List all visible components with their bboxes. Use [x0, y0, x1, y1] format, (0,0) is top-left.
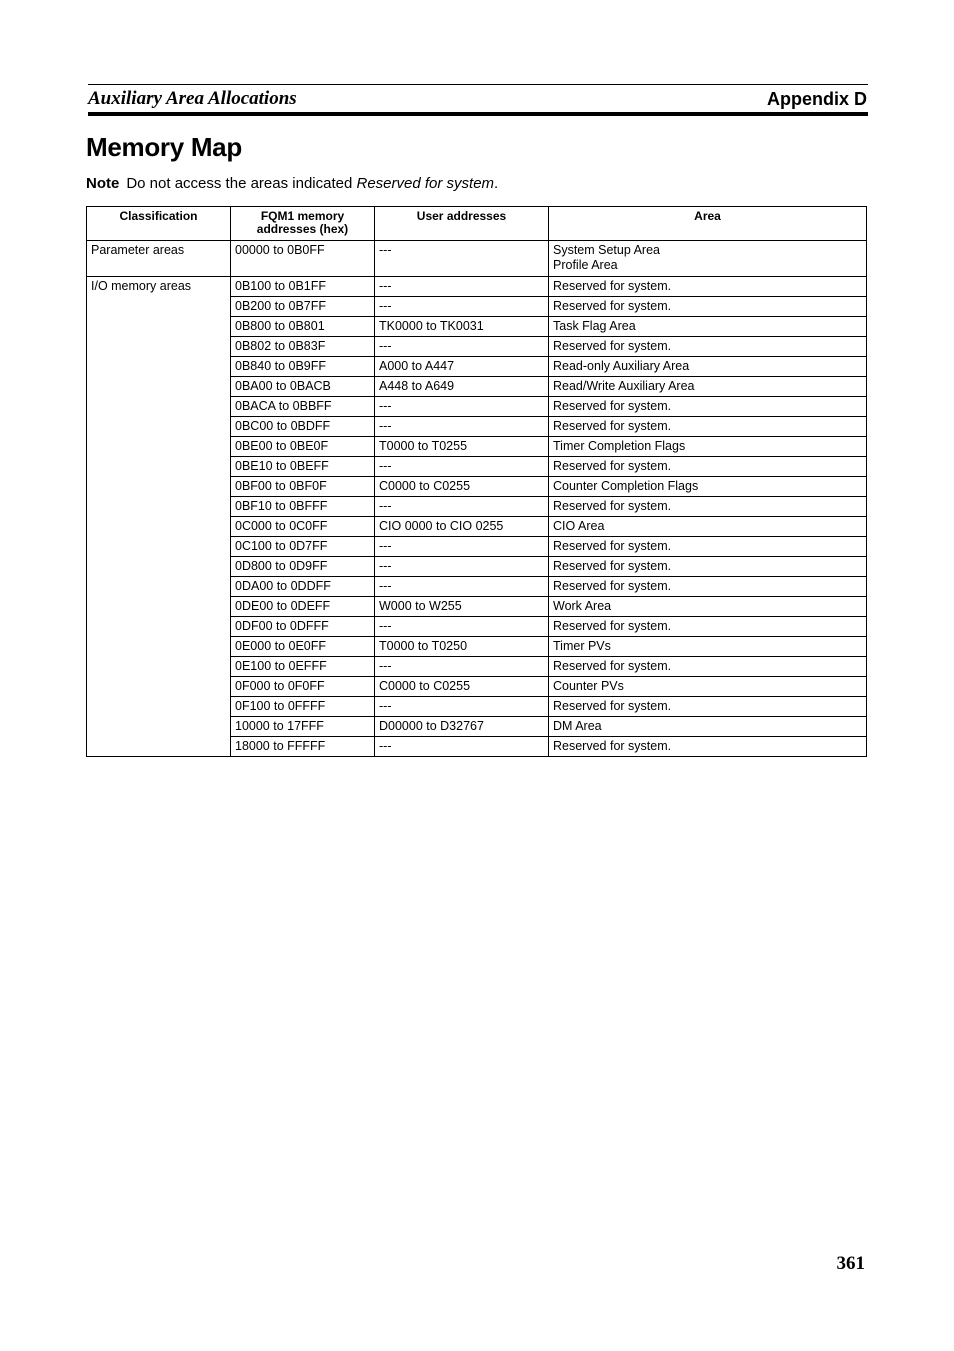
table-header-row [87, 207, 867, 241]
cell-area: Timer PVs [549, 637, 867, 657]
cell-user-address: --- [375, 737, 549, 757]
cell-address: 18000 to FFFFF [231, 737, 375, 757]
cell-user-address: --- [375, 417, 549, 437]
cell-user-address: --- [375, 337, 549, 357]
cell-area: Reserved for system. [549, 337, 867, 357]
cell-area: Reserved for system. [549, 537, 867, 557]
area-line-2: Profile Area [553, 258, 618, 272]
note [86, 175, 498, 192]
cell-area [549, 241, 867, 277]
header-fqm1-line2: addresses (hex) [256, 222, 349, 236]
cell-user-address: C0000 to C0255 [375, 677, 549, 697]
cell-address: 00000 to 0B0FF [231, 241, 375, 277]
table-row-parameter [87, 241, 867, 277]
cell-user-address: --- [375, 657, 549, 677]
cell-area: Reserved for system. [549, 457, 867, 477]
cell-user-address: --- [375, 277, 549, 297]
cell-address: 0B200 to 0B7FF [231, 297, 375, 317]
header-rule-bottom [88, 112, 868, 116]
note-label: Note [86, 175, 120, 192]
cell-area: Reserved for system. [549, 577, 867, 597]
header-user-addresses: User addresses [375, 207, 549, 241]
cell-address: 0E100 to 0EFFF [231, 657, 375, 677]
cell-address: 0C000 to 0C0FF [231, 517, 375, 537]
cell-address: 0B800 to 0B801 [231, 317, 375, 337]
cell-area: CIO Area [549, 517, 867, 537]
note-text-end: . [494, 175, 499, 192]
header-fqm1-addresses [231, 207, 375, 241]
cell-area: Timer Completion Flags [549, 437, 867, 457]
appendix-label: Appendix D [766, 89, 867, 109]
header-classification: Classification [87, 207, 231, 241]
cell-area: Reserved for system. [549, 497, 867, 517]
cell-area: Read-only Auxiliary Area [549, 357, 867, 377]
cell-user-address: --- [375, 457, 549, 477]
cell-address: 0B802 to 0B83F [231, 337, 375, 357]
cell-address: 0BC00 to 0BDFF [231, 417, 375, 437]
header-fqm1-line1: FQM1 memory [260, 209, 345, 223]
cell-classification: I/O memory areas [87, 277, 231, 757]
cell-address: 0F000 to 0F0FF [231, 677, 375, 697]
cell-user-address: T0000 to T0255 [375, 437, 549, 457]
cell-area: Reserved for system. [549, 557, 867, 577]
cell-address: 0DF00 to 0DFFF [231, 617, 375, 637]
cell-user-address: --- [375, 697, 549, 717]
cell-area: Counter Completion Flags [549, 477, 867, 497]
cell-user-address: --- [375, 241, 549, 277]
cell-address: 0BACA to 0BBFF [231, 397, 375, 417]
cell-address: 0BE10 to 0BEFF [231, 457, 375, 477]
cell-area: Counter PVs [549, 677, 867, 697]
cell-area: Reserved for system. [549, 417, 867, 437]
cell-address: 0B840 to 0B9FF [231, 357, 375, 377]
section-title: Auxiliary Area Allocations [88, 88, 297, 109]
cell-area: Reserved for system. [549, 617, 867, 637]
cell-user-address: --- [375, 537, 549, 557]
cell-address: 0F100 to 0FFFF [231, 697, 375, 717]
table-row [87, 277, 867, 297]
cell-area: Reserved for system. [549, 737, 867, 757]
cell-address: 0C100 to 0D7FF [231, 537, 375, 557]
cell-address: 0DE00 to 0DEFF [231, 597, 375, 617]
cell-user-address: A000 to A447 [375, 357, 549, 377]
cell-address: 0D800 to 0D9FF [231, 557, 375, 577]
cell-address: 0BF00 to 0BF0F [231, 477, 375, 497]
page-number: 361 [836, 1253, 865, 1274]
cell-user-address: --- [375, 557, 549, 577]
cell-user-address: A448 to A649 [375, 377, 549, 397]
cell-area: Reserved for system. [549, 657, 867, 677]
page-title: Memory Map [86, 132, 242, 162]
cell-area: Read/Write Auxiliary Area [549, 377, 867, 397]
cell-address: 10000 to 17FFF [231, 717, 375, 737]
cell-user-address: CIO 0000 to CIO 0255 [375, 517, 549, 537]
cell-address: 0DA00 to 0DDFF [231, 577, 375, 597]
note-text: Do not access the areas indicated [126, 175, 353, 192]
cell-user-address: T0000 to T0250 [375, 637, 549, 657]
note-emphasis: Reserved for system [356, 175, 495, 192]
cell-user-address: D00000 to D32767 [375, 717, 549, 737]
memory-map-table [86, 206, 867, 757]
cell-user-address: --- [375, 297, 549, 317]
cell-user-address: --- [375, 397, 549, 417]
cell-address: 0B100 to 0B1FF [231, 277, 375, 297]
header-rule-top [88, 84, 868, 85]
cell-user-address: C0000 to C0255 [375, 477, 549, 497]
cell-area: Reserved for system. [549, 297, 867, 317]
cell-area: Reserved for system. [549, 397, 867, 417]
cell-area: DM Area [549, 717, 867, 737]
cell-address: 0BF10 to 0BFFF [231, 497, 375, 517]
cell-address: 0BA00 to 0BACB [231, 377, 375, 397]
cell-area: Work Area [549, 597, 867, 617]
cell-user-address: W000 to W255 [375, 597, 549, 617]
cell-area: Reserved for system. [549, 277, 867, 297]
cell-user-address: --- [375, 617, 549, 637]
cell-user-address: --- [375, 497, 549, 517]
cell-user-address: --- [375, 577, 549, 597]
cell-area: Reserved for system. [549, 697, 867, 717]
cell-classification: Parameter areas [87, 241, 231, 277]
cell-user-address: TK0000 to TK0031 [375, 317, 549, 337]
area-line-1: System Setup Area [553, 243, 661, 257]
header-area: Area [549, 207, 867, 241]
cell-area: Task Flag Area [549, 317, 867, 337]
cell-address: 0E000 to 0E0FF [231, 637, 375, 657]
cell-address: 0BE00 to 0BE0F [231, 437, 375, 457]
